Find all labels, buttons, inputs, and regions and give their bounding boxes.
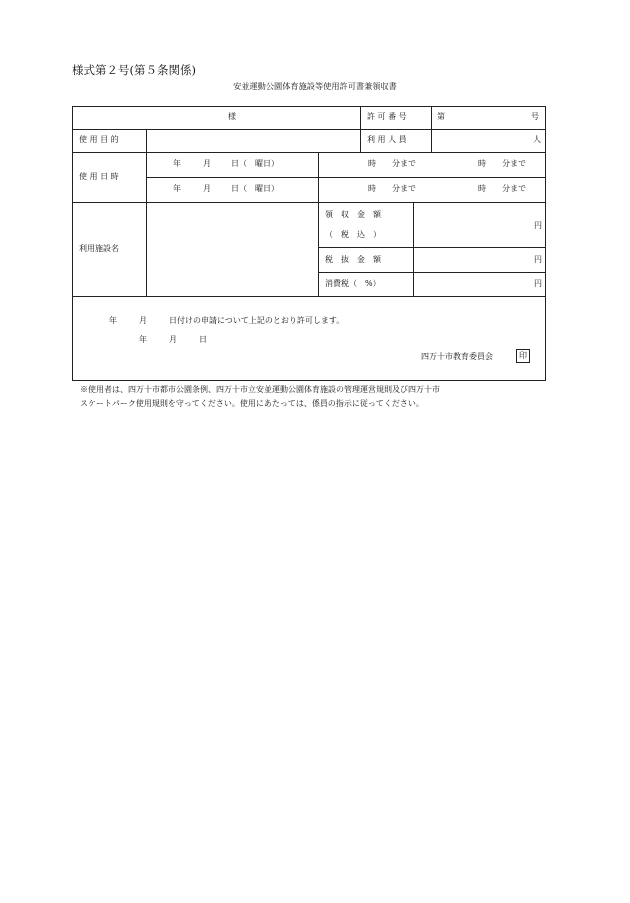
datetime-to: 時 分まで (478, 184, 526, 193)
datetime-day: 日（ 曜日） (231, 159, 279, 168)
fee-label: 領 収 金 額 (325, 210, 381, 219)
pretax-unit: 円 (534, 255, 542, 264)
datetime-from: 時 分まで (368, 159, 416, 168)
datetime-year: 年 (173, 184, 181, 193)
issue-year: 年 (139, 335, 147, 344)
rule-datetime-label-col (146, 152, 147, 202)
datetime-day: 日（ 曜日） (231, 184, 279, 193)
permit-number-suffix: 号 (531, 112, 539, 121)
rule-purpose-label-col (146, 129, 147, 152)
permit-number-label: 許 可 番 号 (367, 112, 407, 121)
permit-form-table (72, 106, 546, 381)
datetime-month: 月 (203, 184, 211, 193)
application-year: 年 (109, 316, 117, 325)
users-label: 利 用 人 員 (367, 135, 407, 144)
rule-facility-label-col (146, 202, 147, 296)
rule-header-col-a (360, 107, 361, 129)
rule-pretax-bottom (318, 272, 545, 273)
issue-month: 月 (169, 335, 177, 344)
users-suffix: 人 (533, 135, 541, 144)
permission-statement: 日付けの申請について上記のとおり許可します。 (169, 316, 345, 325)
rule-facility-col-b (413, 202, 414, 296)
rule-header-col-b (431, 107, 432, 129)
rule-fee-bottom (318, 247, 545, 248)
rule-purpose-bottom (73, 152, 545, 153)
application-month: 月 (139, 316, 147, 325)
rule-datetime-mid (146, 177, 545, 178)
fee-tax-included-label: （ 税 込 ） (325, 230, 381, 239)
tax-label: 消費税（ %） (325, 279, 381, 288)
facility-label: 利用施設名 (79, 244, 119, 253)
datetime-from: 時 分まで (368, 184, 416, 193)
rule-datetime-col (318, 152, 319, 202)
permit-number-prefix: 第 (437, 112, 445, 121)
rule-header-bottom (73, 129, 545, 130)
document-title: 安並運動公園体育施設等使用許可書兼領収書 (233, 81, 397, 91)
datetime-year: 年 (173, 159, 181, 168)
rule-purpose-col-b (431, 129, 432, 152)
recipient-suffix: 様 (228, 112, 236, 121)
pretax-label: 税 抜 金 額 (325, 255, 381, 264)
rule-datetime-bottom (73, 202, 545, 203)
purpose-label: 使 用 目 的 (79, 135, 119, 144)
seal-box: 印 (516, 349, 530, 363)
usage-note-line-2: スケートパーク使用規則を守ってください。使用にあたっては、係員の指示に従ってください。 (80, 399, 424, 408)
form-number-label: 様式第２号(第５条関係) (72, 63, 196, 77)
issue-day: 日 (199, 335, 207, 344)
rule-purpose-col-a (360, 129, 361, 152)
tax-unit: 円 (534, 279, 542, 288)
datetime-label: 使 用 日 時 (79, 172, 119, 181)
rule-facility-col-a (318, 202, 319, 296)
fee-unit: 円 (534, 221, 542, 230)
rule-facility-bottom (73, 296, 545, 297)
usage-note-line-1: ※使用者は、四万十市都市公園条例、四万十市立安並運動公園体育施設の管理運営規則及び四万十市 (80, 385, 440, 394)
issuer-name: 四万十市教育委員会 (421, 352, 493, 361)
datetime-month: 月 (203, 159, 211, 168)
datetime-to: 時 分まで (478, 159, 526, 168)
